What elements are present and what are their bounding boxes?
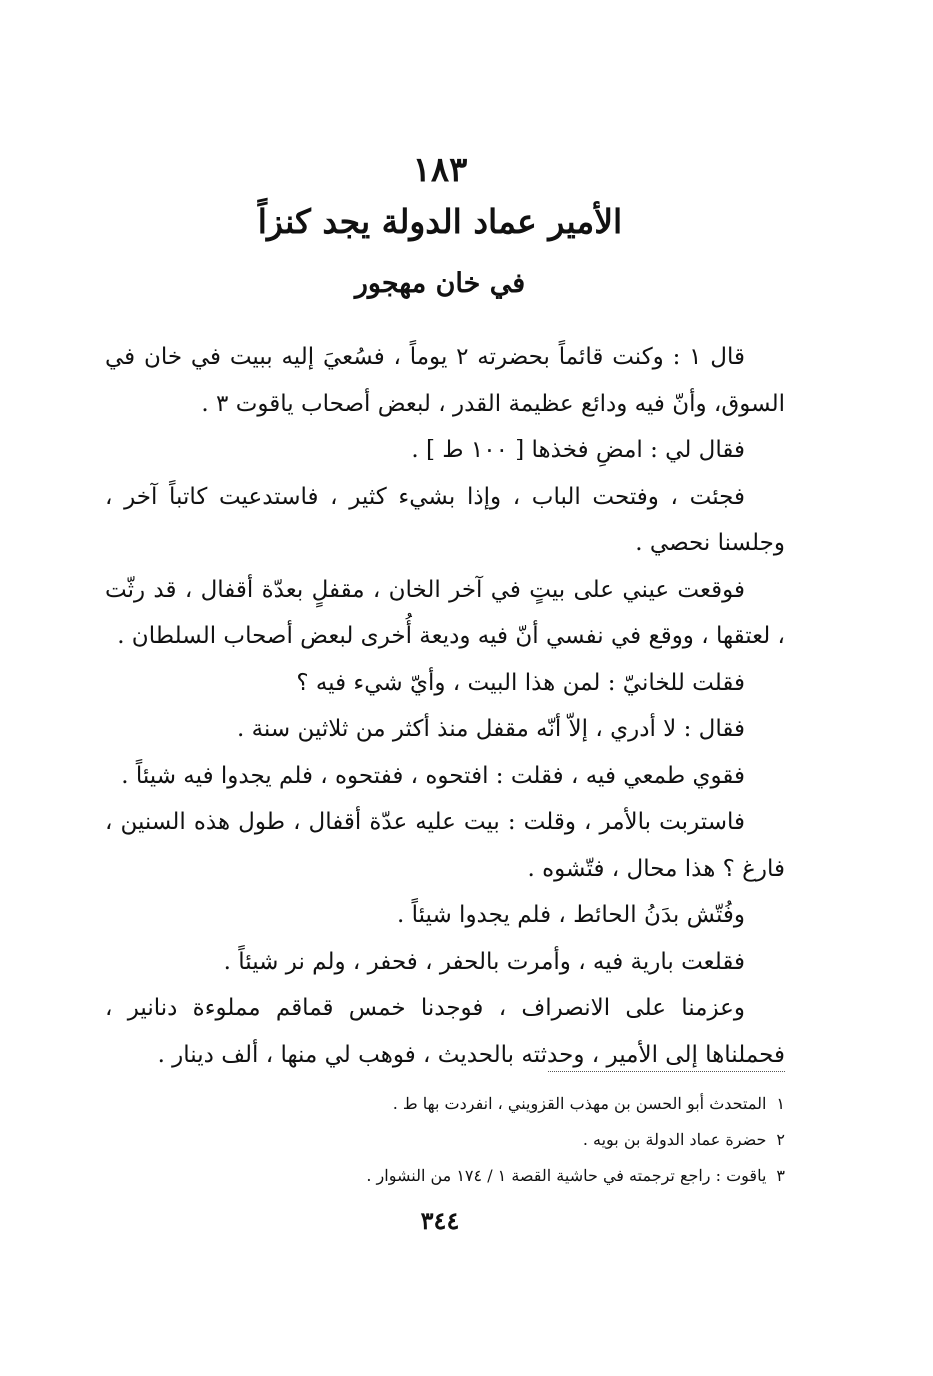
story-number: ١٨٣ (412, 150, 468, 190)
paragraph: وفُتّش بدَنُ الحائط ، فلم يجدوا شيئاً . (396, 902, 745, 928)
paragraph: قال ١ : وكنت قائماً بحضرته ٢ يوماً ، فسُعيَ إليه ببيت في خان في السوق، وأنّ فيه ودائع عظيمة القدر ، لبعض أصحاب ياقوت ٣ . (105, 344, 785, 417)
paragraph: فقال : لا أدري ، إلاّ أنّه مقفل منذ أكثر من ثلاثين سنة . (236, 716, 745, 742)
paragraph: فاستربت بالأمر ، وقلت : بيت عليه عدّة أقفال ، طول هذه السنين ، فارغ ؟ هذا محال ، فتّشوه . (105, 809, 785, 882)
footnote-number: ٣ (776, 1166, 785, 1185)
footnote (105, 1122, 785, 1158)
footnote-text: حضرة عماد الدولة بن بويه . (582, 1130, 767, 1149)
paragraph: فوقعت عيني على بيتٍ في آخر الخان ، مقفلٍ بعدّة أقفال ، قد رثّت ، لعتقها ، ووقع في نفسي أنّ فيه وديعة أُخرى لبعض أصحاب السلطان . (105, 576, 785, 649)
footnote-number: ٢ (776, 1130, 785, 1149)
paragraph: فجئت ، وفتحت الباب ، وإذا بشيء كثير ، فاستدعيت كاتباً آخر ، وجلسنا نحصي . (105, 483, 785, 556)
paragraph: فقوي طمعي فيه ، فقلت : افتحوه ، ففتحوه ، فلم يجدوا فيه شيئاً . (121, 762, 745, 789)
footnote-number: ١ (776, 1094, 785, 1113)
footnote-text: المتحدث أبو الحسن بن مهذب القزويني ، انفردت بها ط . (392, 1094, 767, 1113)
story-subtitle: في خان مهجور (354, 268, 526, 299)
footnote (105, 1158, 785, 1194)
footnote-divider (548, 1071, 785, 1072)
paragraph: فقلعت بارية فيه ، وأمرت بالحفر ، فحفر ، ولم نر شيئاً . (223, 948, 745, 975)
footnotes (105, 1086, 785, 1194)
page-number: ٣٤٤ (420, 1206, 460, 1235)
footnote (105, 1086, 785, 1122)
story-title: الأمير عماد الدولة يجد كنزاً (257, 202, 623, 241)
story-body (105, 334, 785, 1078)
paragraph: وعزمنا على الانصراف ، فوجدنا خمس قماقم مملوءة دنانير ، فحملناها إلى الأمير ، وحدثته بالحديث ، فوهب لي منها ، ألف دينار . (105, 995, 785, 1068)
paragraph: فقلت للخانيّ : لمن هذا البيت ، وأيّ شيء فيه ؟ (296, 669, 745, 696)
footnote-text: ياقوت : راجع ترجمته في حاشية القصة ١ / ١٧٤ من النشوار . (366, 1166, 767, 1185)
paragraph: فقال لي : امضِ فخذها [ ١٠٠ ط ] . (411, 437, 745, 463)
